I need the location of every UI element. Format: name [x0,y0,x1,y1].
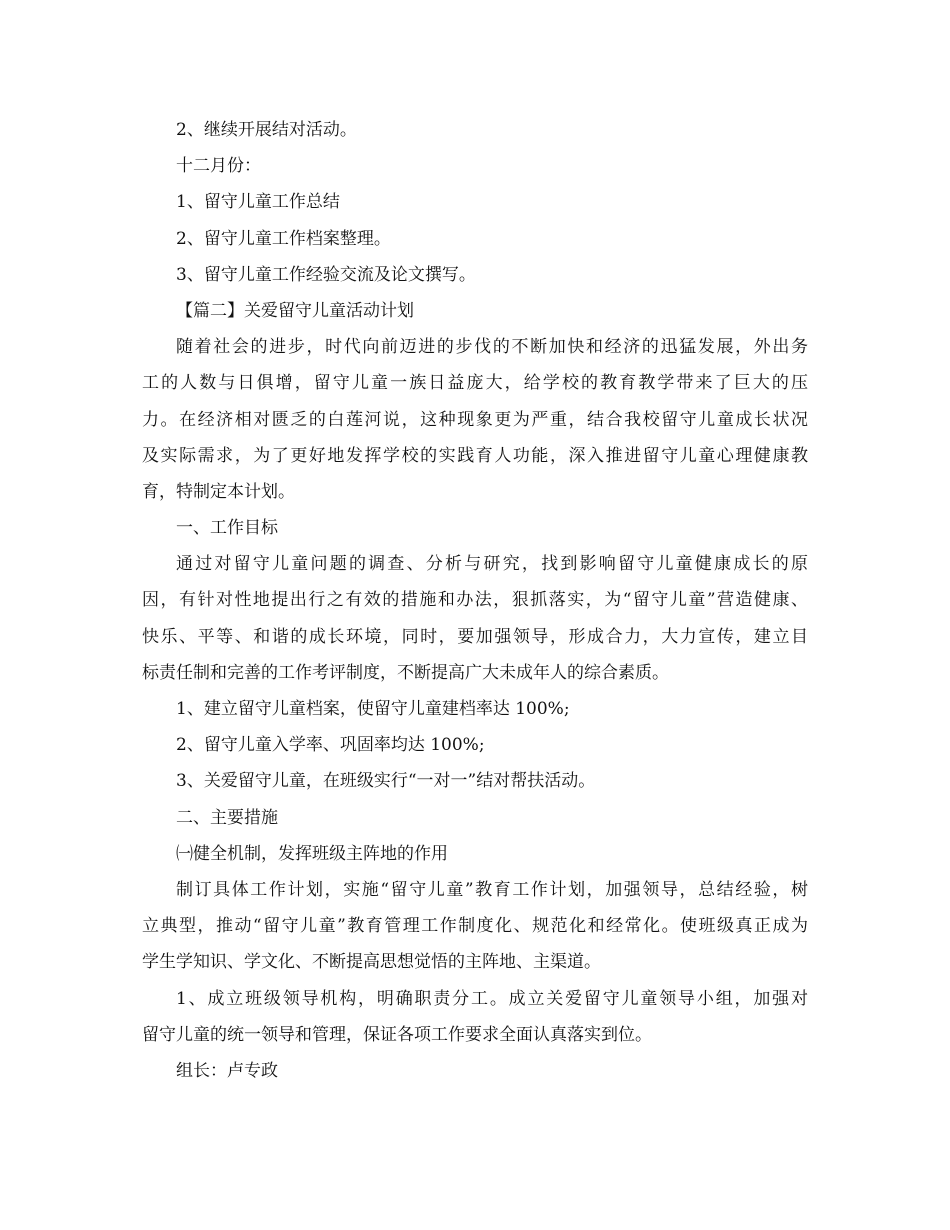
text-line: 立典型，推动“留守儿童”教育管理工作制度化、规范化和经常化。使班级真正成为 [142,916,808,937]
text-line: 3、留守儿童工作经验交流及论文撰写。 [176,264,476,285]
text-line: 留守儿童的统一领导和管理，保证各项工作要求全面认真落实到位。 [142,1024,652,1045]
text-line: 因，有针对性地提出行之有效的措施和办法，狠抓落实，为“留守儿童”营造健康、 [142,590,808,611]
text-line: 制订具体工作计划，实施“留守儿童”教育工作计划，加强领导，总结经验，树 [176,879,808,900]
text-line: 育，特制定本计划。 [142,481,295,502]
text-line: 二、主要措施 [176,807,278,828]
text-line: 3、关爱留守儿童，在班级实行“一对一”结对帮扶活动。 [176,771,596,792]
text-line: 标责任制和完善的工作考评制度，不断提高广大未成年人的综合素质。 [142,662,669,683]
text-line: 2、继续开展结对活动。 [176,120,357,140]
text-line: 1、成立班级领导机构，明确职责分工。成立关爱留守儿童领导小组，加强对 [176,988,808,1009]
text-line: 十二月份： [176,156,261,177]
text-line: 2、留守儿童工作档案整理。 [176,228,391,249]
text-line: 1、建立留守儿童档案，使留守儿童建档率达 100%; [176,699,570,719]
text-line: 及实际需求，为了更好地发挥学校的实践育人功能，深入推进留守儿童心理健康教 [142,445,808,466]
text-line: ㈠健全机制，发挥班级主阵地的作用 [176,843,448,864]
text-line: 组长：卢专政 [176,1060,278,1081]
text-line: 工的人数与日俱增，留守儿童一族日益庞大，给学校的教育教学带来了巨大的压 [142,373,808,394]
text-line: 【篇二】关爱留守儿童活动计划 [176,300,414,321]
text-line: 快乐、平等、和谐的成长环境，同时，要加强领导，形成合力，大力宣传，建立目 [142,626,808,647]
text-line: 1、留守儿童工作总结 [176,192,340,213]
text-line: 2、留守儿童入学率、巩固率均达 100%; [176,735,485,756]
text-line: 一、工作目标 [176,518,278,539]
text-line: 力。在经济相对匮乏的白莲河说，这种现象更为严重，结合我校留守儿童成长状况 [142,409,808,430]
text-line: 学生学知识、学文化、不断提高思想觉悟的主阵地、主渠道。 [142,952,601,973]
document-body [142,112,808,1089]
text-line: 通过对留守儿童问题的调查、分析与研究，找到影响留守儿童健康成长的原 [176,554,808,575]
text-line: 随着社会的进步，时代向前迈进的步伐的不断加快和经济的迅猛发展，外出务 [176,337,808,358]
